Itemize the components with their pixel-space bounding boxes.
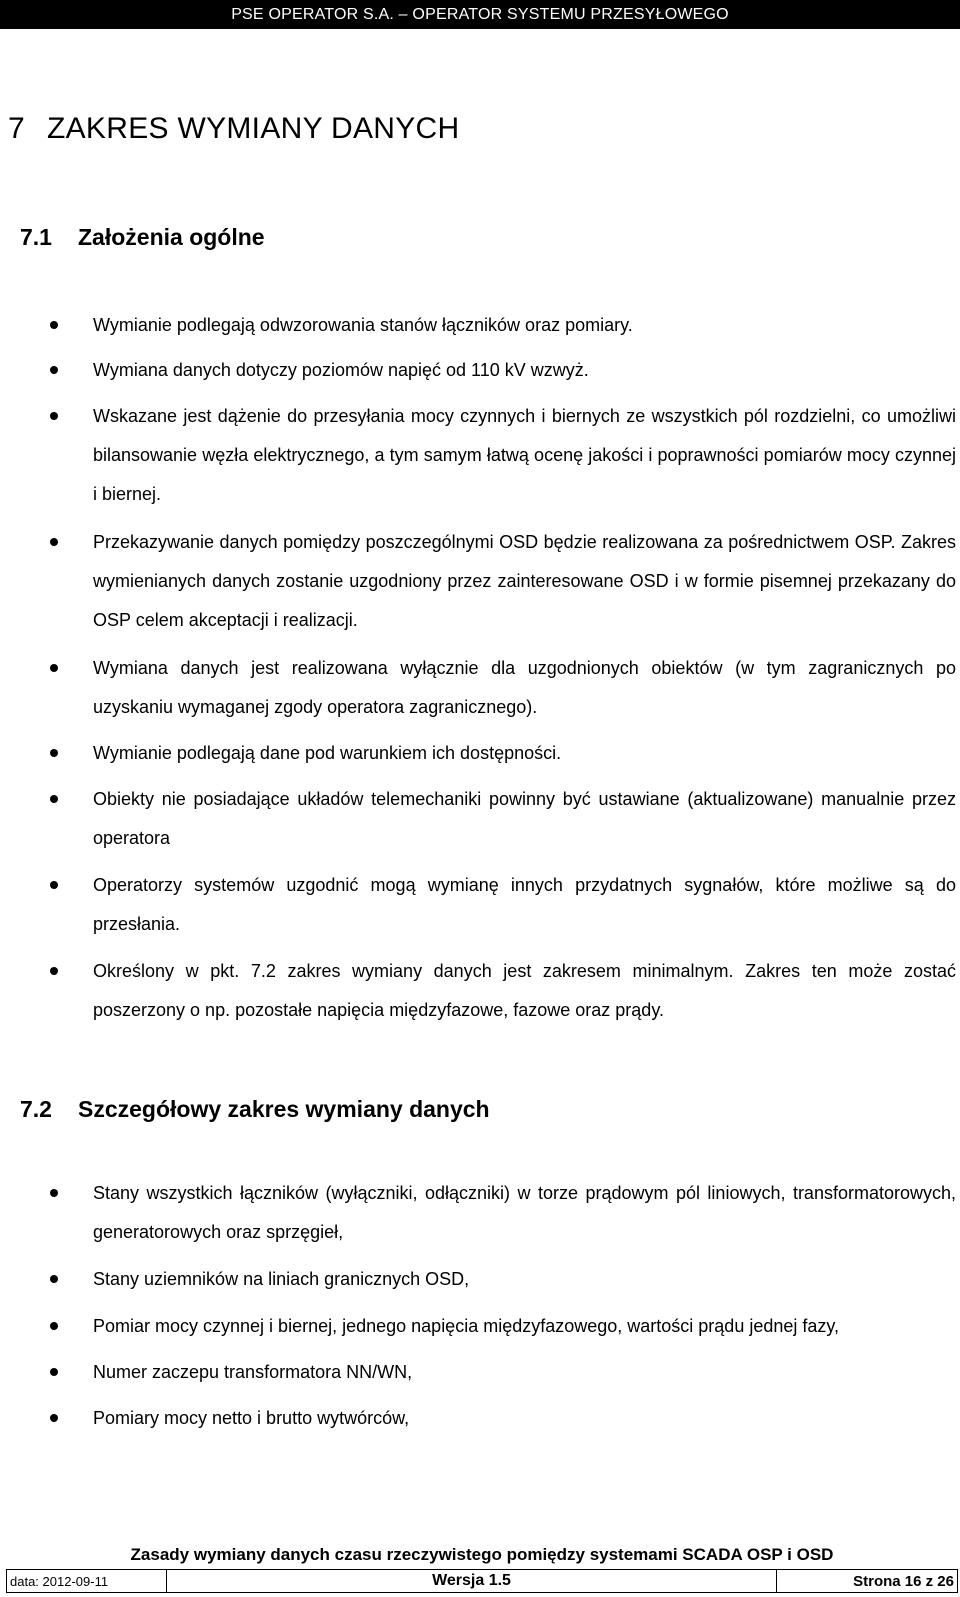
bullet-icon	[50, 664, 58, 672]
bullet-icon	[50, 321, 58, 329]
footer-title: Zasady wymiany danych czasu rzeczywistego pomiędzy systemami SCADA OSP i OSD	[130, 1545, 834, 1564]
list-item-text: Operatorzy systemów uzgodnić mogą wymianę innych przydatnych sygnałów, które możliwe są do przesłania.	[93, 875, 956, 934]
bullet-icon	[50, 1414, 58, 1422]
page-header	[0, 0, 960, 29]
list-item-text: Numer zaczepu transformatora NN/WN,	[93, 1362, 413, 1382]
list-item-text: Stany wszystkich łączników (wyłączniki, odłączniki) w torze prądowym pól liniowych, transformatorowych, generatorowych oraz sprzęgieł,	[93, 1183, 956, 1242]
footer-page-number: Strona 16 z 26	[853, 1572, 954, 1590]
bullet-icon	[50, 1275, 58, 1283]
list-item-text: Obiekty nie posiadające układów telemechaniki powinny być ustawiane (aktualizowane) manualnie przez operatora	[93, 789, 956, 848]
list-item-text: Określony w pkt. 7.2 zakres wymiany danych jest zakresem minimalnym. Zakres ten może zostać poszerzony o np. pozostałe napięcia międzyfazowe, fazowe oraz prądy.	[93, 961, 956, 1020]
section-heading-7-1	[20, 224, 265, 251]
list-item-text: Przekazywanie danych pomiędzy poszczególnymi OSD będzie realizowana za pośrednictwem OSP. Zakres wymienianych danych zostanie uzgodniony przez zainteresowane OSD i w formie pisemnej przekazany do OSP celem akceptacji i realizacji.	[93, 532, 956, 630]
list-item-text: Wymiana danych dotyczy poziomów napięć od 110 kV wzwyż.	[93, 360, 589, 380]
list-item-text: Pomiary mocy netto i brutto wytwórców,	[93, 1408, 410, 1428]
header-title: PSE OPERATOR S.A. – OPERATOR SYSTEMU PRZESYŁOWEGO	[231, 6, 729, 23]
bullet-icon	[50, 1368, 58, 1376]
footer-date: data: 2012-09-11	[7, 1570, 167, 1592]
bullet-icon	[50, 538, 58, 546]
bullet-icon	[50, 366, 58, 374]
bullet-icon	[50, 795, 58, 803]
list-item-text: Wymianie podlegają dane pod warunkiem ich dostępności.	[93, 743, 562, 763]
bullet-icon	[50, 749, 58, 757]
chapter-heading	[8, 112, 459, 146]
section-title: Założenia ogólne	[78, 224, 265, 250]
section-title: Szczegółowy zakres wymiany danych	[78, 1096, 490, 1122]
footer-version: Wersja 1.5	[167, 1570, 777, 1592]
footer-table	[6, 1569, 958, 1593]
list-item-text: Pomiar mocy czynnej i biernej, jednego napięcia międzyfazowego, wartości prądu jednej fazy,	[93, 1316, 840, 1336]
chapter-title: ZAKRES WYMIANY DANYCH	[47, 112, 460, 145]
list-item-text: Stany uziemników na liniach granicznych OSD,	[93, 1269, 470, 1289]
list-item-text: Wskazane jest dążenie do przesyłania mocy czynnych i biernych ze wszystkich pól rozdzielni, co umożliwi bilansowanie węzła elektrycznego, a tym samym łatwą ocenę jakości i poprawności pomiarów mocy czynnej i biernej.	[93, 406, 956, 504]
chapter-number: 7	[8, 112, 25, 145]
list-item-text: Wymiana danych jest realizowana wyłącznie dla uzgodnionych obiektów (w tym zagranicznych po uzyskaniu wymaganej zgody operatora zagranicznego).	[93, 658, 956, 717]
bullet-icon	[50, 1322, 58, 1330]
section-heading-7-2	[20, 1096, 490, 1123]
bullet-icon	[50, 881, 58, 889]
section-number: 7.1	[20, 224, 52, 250]
bullet-icon	[50, 967, 58, 975]
section-number: 7.2	[20, 1096, 52, 1122]
page-footer	[6, 1543, 958, 1595]
bullet-icon	[50, 412, 58, 420]
list-item-text: Wymianie podlegają odwzorowania stanów łączników oraz pomiary.	[93, 315, 633, 335]
bullet-icon	[50, 1189, 58, 1197]
